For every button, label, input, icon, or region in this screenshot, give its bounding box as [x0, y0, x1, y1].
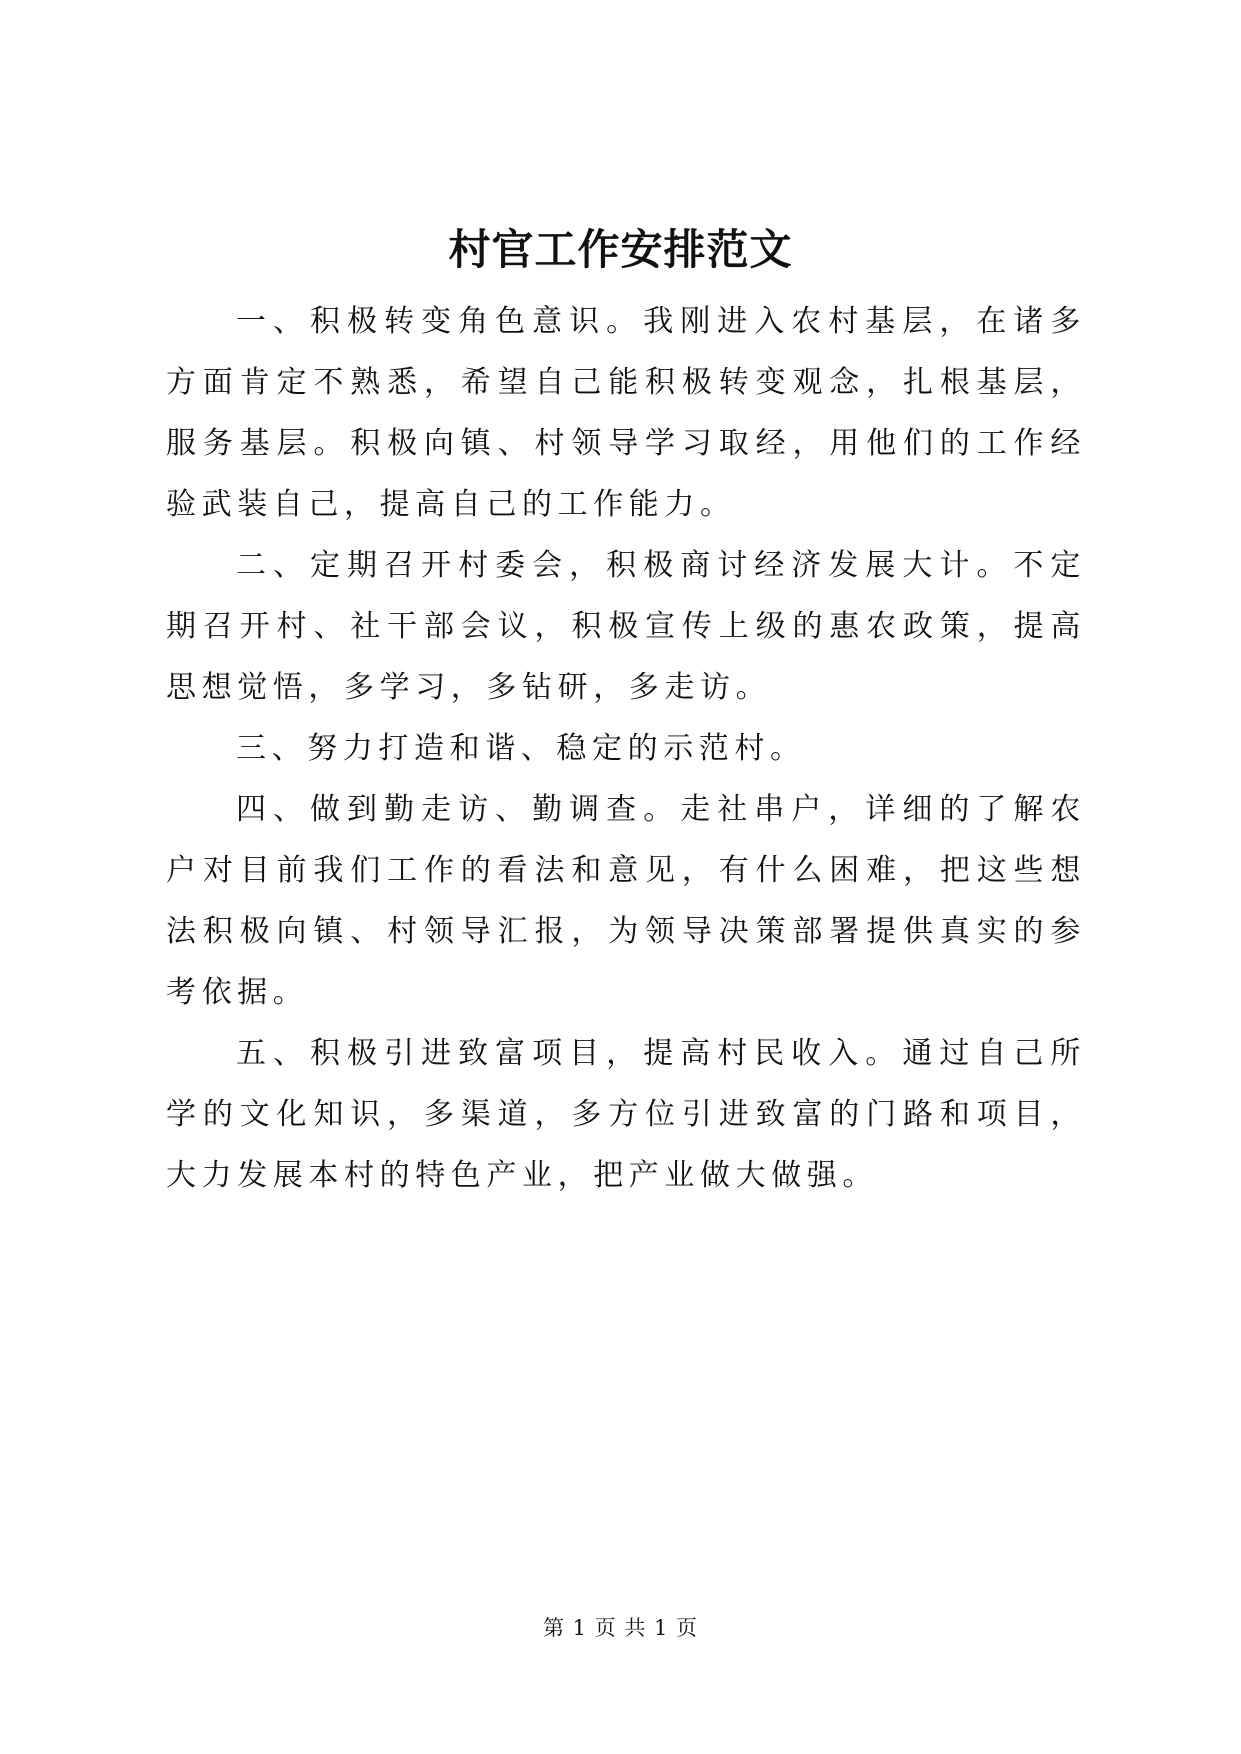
paragraph-3: 三、努力打造和谐、稳定的示范村。: [236, 731, 806, 766]
paragraph-1: 一、积极转变角色意识。我刚进入农村基层，在诸多方面肯定不熟悉，希望自己能积极转变观念，扎根基层，服务基层。积极向镇、村领导学习取经，用他们的工作经验武装自己，提高自己的工作能力。: [166, 304, 1086, 522]
document-body: [166, 291, 1086, 1206]
paragraph-4: 四、做到勤走访、勤调查。走社串户，详细的了解农户对目前我们工作的看法和意见，有什么困难，把这些想法积极向镇、村领导汇报，为领导决策部署提供真实的参考依据。: [166, 792, 1086, 1010]
paragraph-5: 五、积极引进致富项目，提高村民收入。通过自己所学的文化知识，多渠道，多方位引进致富的门路和项目，大力发展本村的特色产业，把产业做大做强。: [166, 1036, 1086, 1193]
page-number-footer: 第 1 页 共 1 页: [542, 1616, 699, 1640]
document-title: 村官工作安排范文: [448, 225, 793, 274]
paragraph-2: 二、定期召开村委会，积极商讨经济发展大计。不定期召开村、社干部会议，积极宣传上级的惠农政策，提高思想觉悟，多学习，多钻研，多走访。: [166, 548, 1086, 705]
